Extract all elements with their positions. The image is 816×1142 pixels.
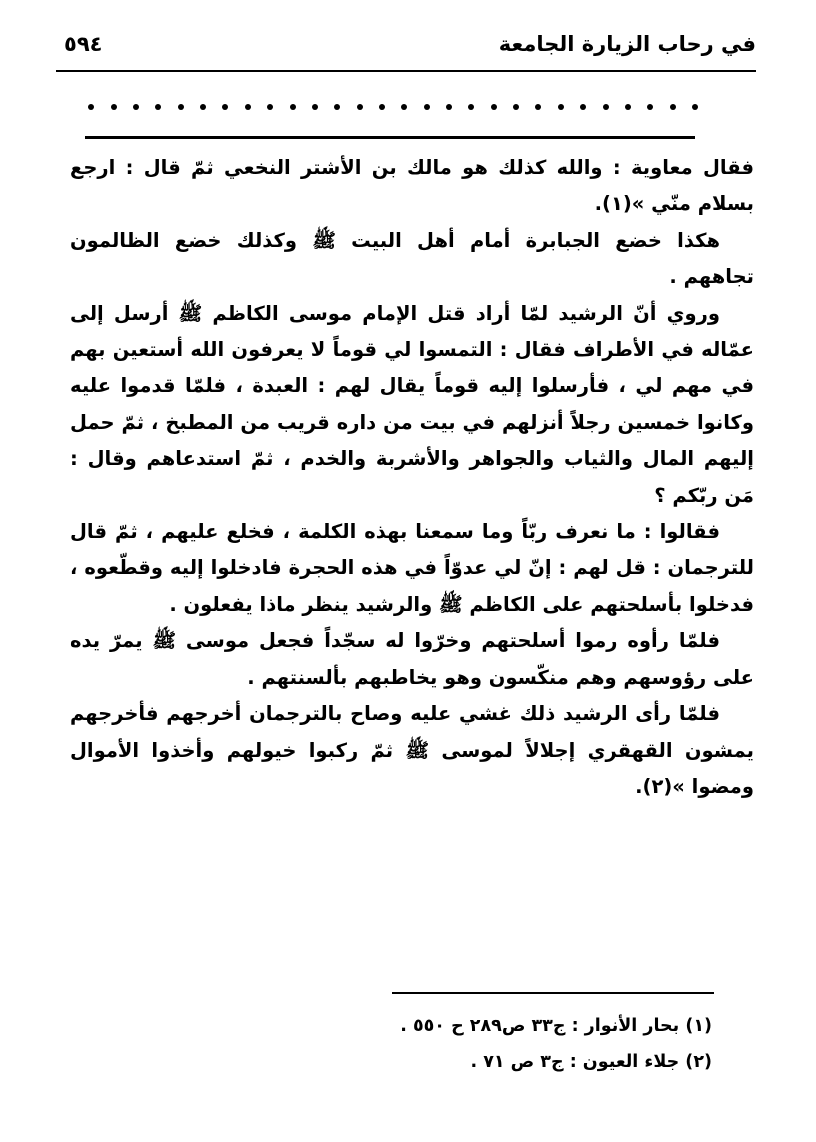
dot (312, 104, 318, 110)
page-number: ٥٩٤ (64, 32, 103, 56)
dot (603, 104, 609, 110)
ellipsis-dots-row (88, 95, 698, 119)
paragraph: فلمّا رأوه رموا أسلحتهم وخرّوا له سجّداً فجعل موسى ﷺ يمرّ يده على رؤوسهم وهم منكّسون وهو يخاطبهم بألسنتهم . (70, 629, 754, 689)
dot (513, 104, 519, 110)
paragraph: فلمّا رأى الرشيد ذلك غشي عليه وصاح بالترجمان أخرجهم فأخرجهم يمشون القهقري إجلالاً لموسى ﷺ ثمّ ركبوا خيولهم وأخذوا الأموال ومضوا »(٢). (70, 702, 754, 798)
footnote: (٢) جلاء العيون : ج٣ ص ٧١ . (470, 1052, 712, 1072)
dot (424, 104, 430, 110)
dot (245, 104, 251, 110)
dot (178, 104, 184, 110)
section-divider (85, 136, 695, 139)
paragraph: وروي أنّ الرشيد لمّا أراد قتل الإمام موسى الكاظم ﷺ أرسل إلى عمّاله في الأطراف فقال : التمسوا لي قوماً لا يعرفون الله أستعين بهم في مهم لي ، فأرسلوا إليه قوماً يقال لهم : العبدة ، فلمّا قدموا عليه وكانوا خمسين رجلاً أنزلهم في بيت من داره قريب من المطبخ ، ثمّ حمل إليهم المال والثياب والجواهر والأشربة والخدم ، ثمّ استدعاهم وقال : مَن ربّكم ؟ (70, 301, 754, 507)
dot (133, 104, 139, 110)
dot (647, 104, 653, 110)
dot (88, 104, 94, 110)
running-title: في رحاب الزيارة الجامعة (498, 32, 756, 56)
header-divider (56, 70, 756, 72)
dot (200, 104, 206, 110)
dot (357, 104, 363, 110)
dot (267, 104, 273, 110)
footnote: (١) بحار الأنوار : ج٣٣ ص٢٨٩ ح ٥٥٠ . (400, 1016, 712, 1036)
dot (155, 104, 161, 110)
dot (558, 104, 564, 110)
dot (111, 104, 117, 110)
dot (446, 104, 452, 110)
dot (692, 104, 698, 110)
dot (625, 104, 631, 110)
paragraph: هكذا خضع الجبابرة أمام أهل البيت ﷺ وكذلك خضع الظالمون تجاههم . (70, 228, 754, 289)
footnotes (300, 1008, 712, 1080)
dot (222, 104, 228, 110)
page-header (56, 26, 756, 72)
dot (379, 104, 385, 110)
dot (670, 104, 676, 110)
paragraph: فقال معاوية : والله كذلك هو مالك بن الأشتر النخعي ثمّ قال : ارجع بسلام منّي »(١). (70, 156, 754, 216)
dot (290, 104, 296, 110)
paragraph: فقالوا : ما نعرف ربّاً وما سمعنا بهذه الكلمة ، فخلع عليهم ، ثمّ قال للترجمان : قل لهم : إنّ لي عدوّاً في هذه الحجرة فادخلوا إليه وقطّعوه ، فدخلوا بأسلحتهم على الكاظم ﷺ والرشيد ينظر ماذا يفعلون . (70, 520, 754, 616)
dot (401, 104, 407, 110)
dot (334, 104, 340, 110)
dot (580, 104, 586, 110)
dot (491, 104, 497, 110)
dot (535, 104, 541, 110)
dot (468, 104, 474, 110)
main-text (70, 150, 754, 805)
footnote-divider (392, 992, 714, 994)
